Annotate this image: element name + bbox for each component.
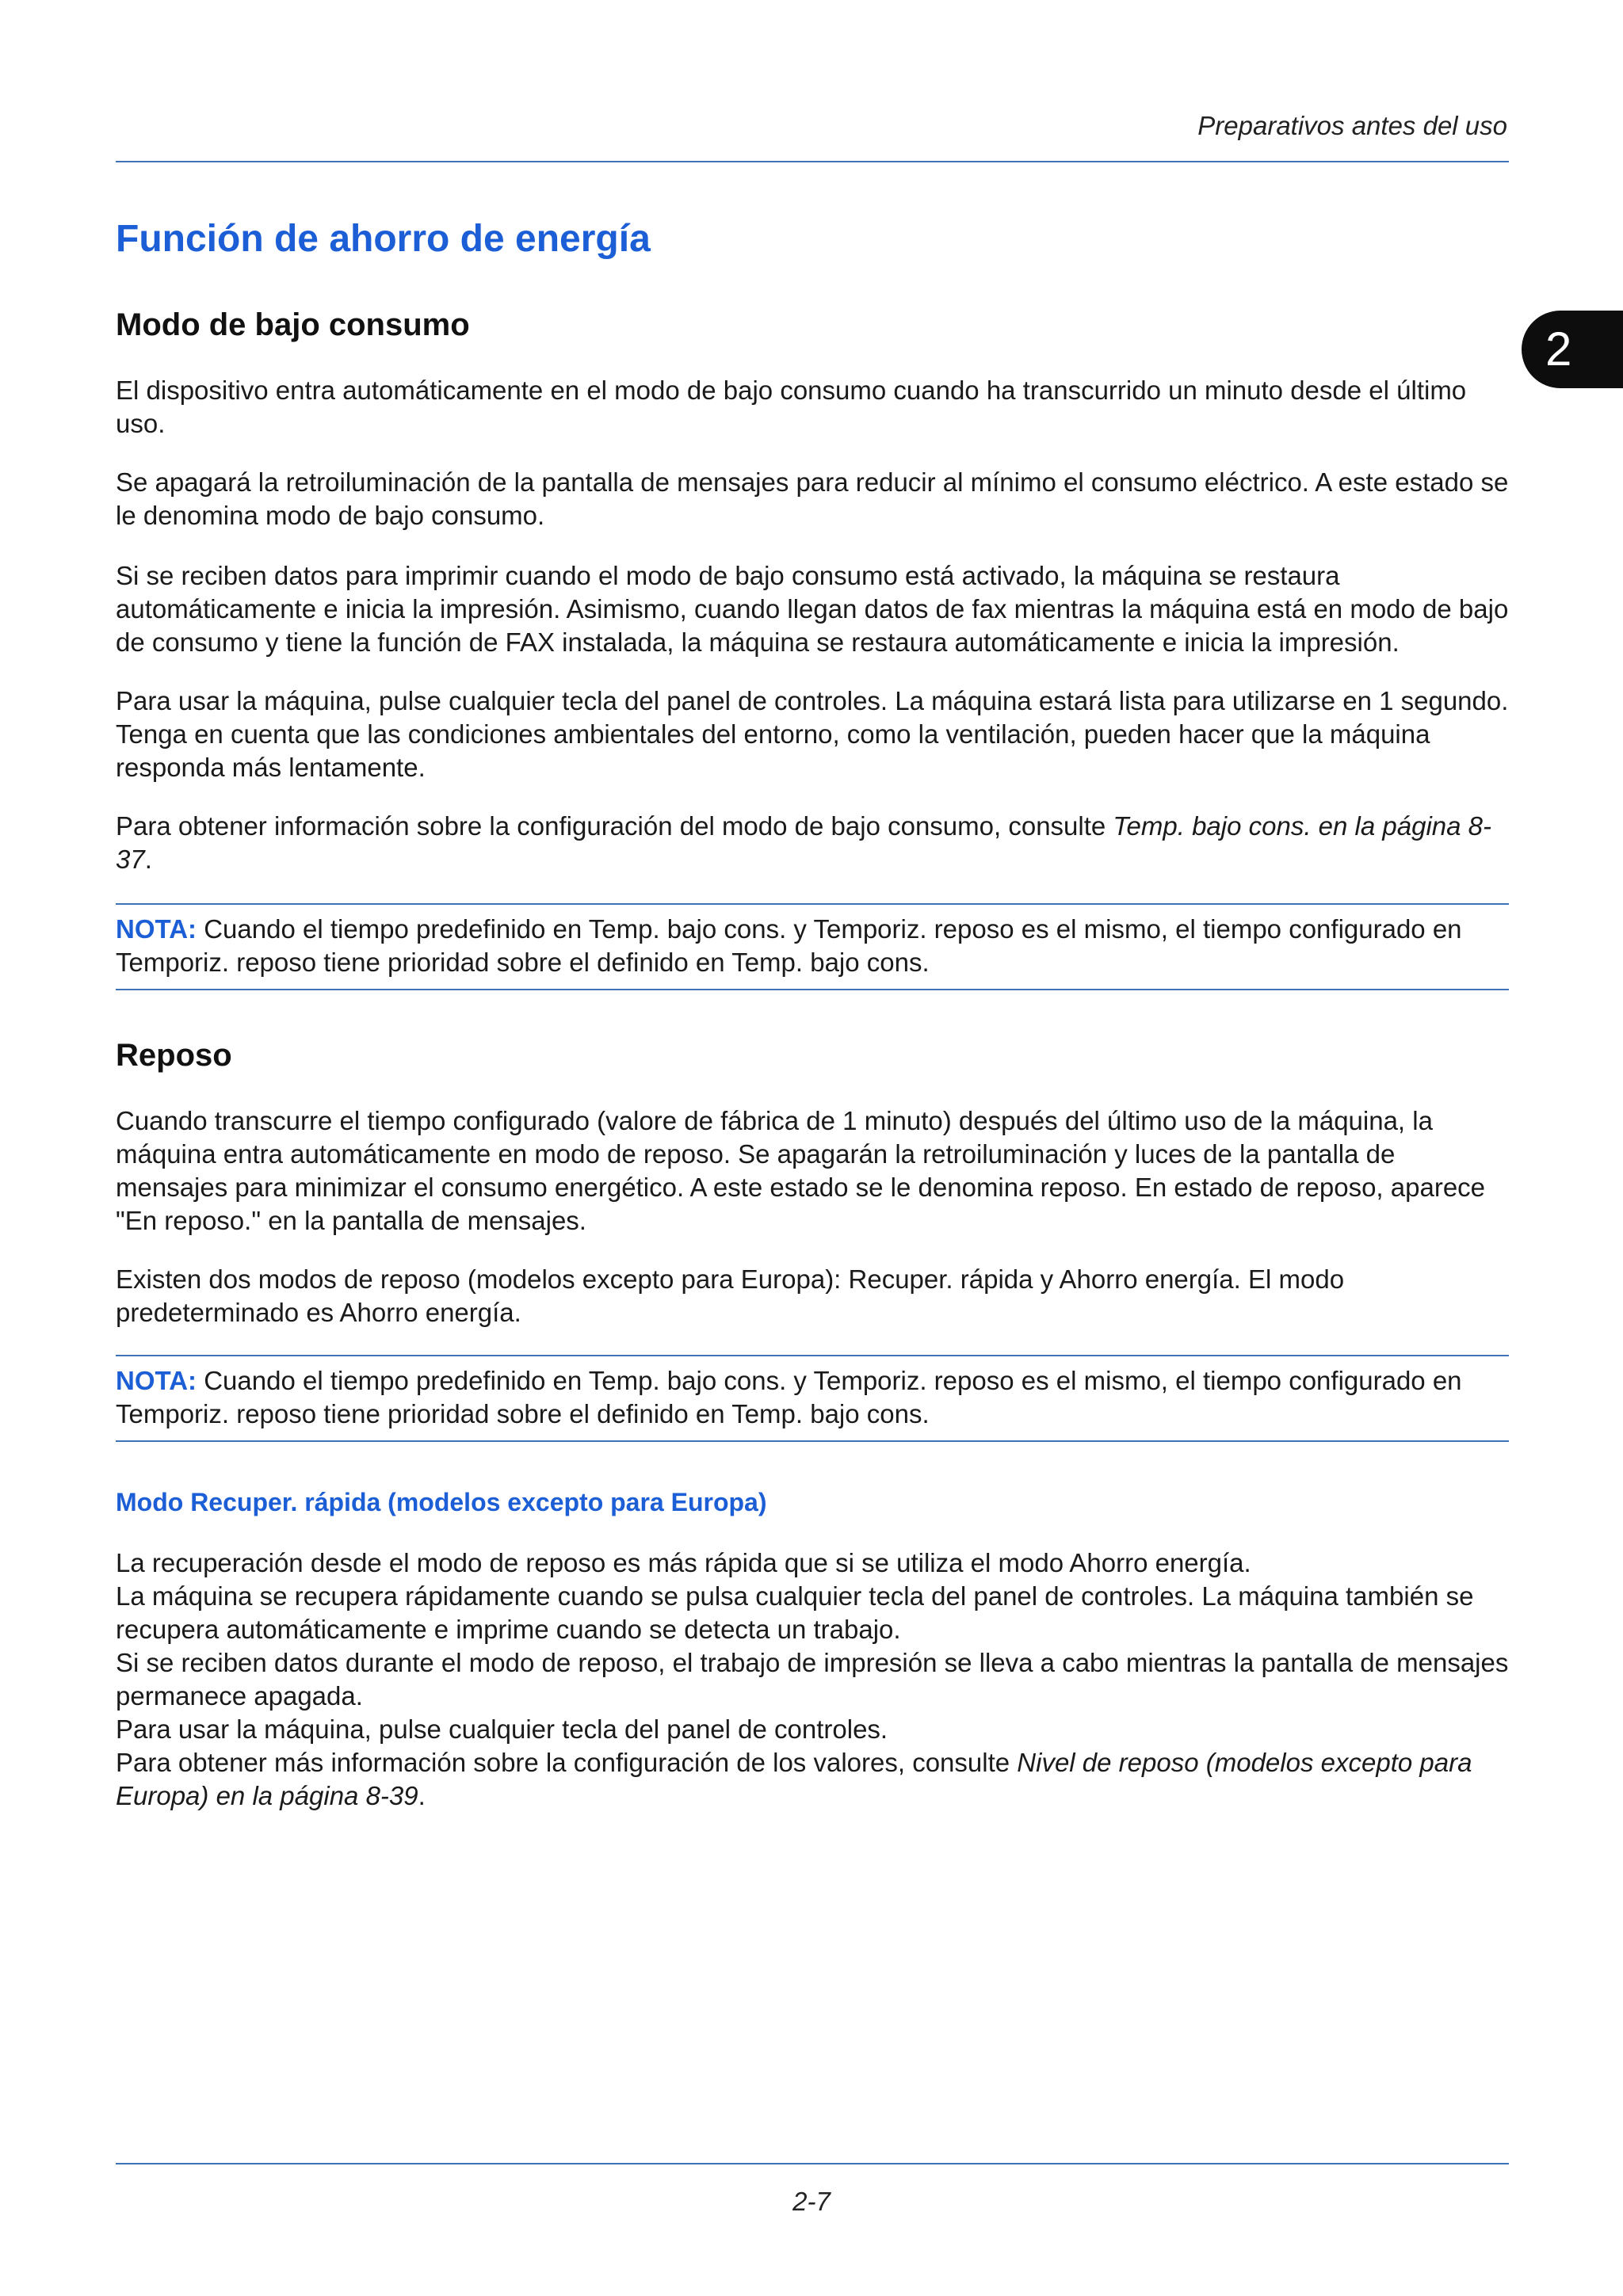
note-text: Cuando el tiempo predefinido en Temp. bajo cons. y Temporiz. reposo es el mismo, el tiempo configurado en Temporiz. reposo tiene prioridad sobre el definido en Temp. bajo cons. [116, 1366, 1462, 1428]
footer-rule [116, 2163, 1509, 2164]
quick-line-1: La recuperación desde el modo de reposo es más rápida que si se utiliza el modo Ahorro energía. [116, 1548, 1251, 1577]
cross-reference-link[interactable]: Temp. bajo cons. en la página 8-37 [116, 811, 1492, 874]
heading-sleep: Reposo [116, 1038, 232, 1073]
paragraph-low-power-1: El dispositivo entra automáticamente en el modo de bajo consumo cuando ha transcurrido un minuto desde el último uso. [116, 376, 1467, 438]
quick-line-4: Para usar la máquina, pulse cualquier tecla del panel de controles. [116, 1714, 888, 1744]
paragraph-low-power-4: Para usar la máquina, pulse cualquier tecla del panel de controles. La máquina estará lista para utilizarse en 1 segundo. Tenga en cuenta que las condiciones ambientales del entorno, como la ventilación, pueden hacer que la máquina responda más lentamente. [116, 686, 1509, 782]
header-rule [116, 161, 1509, 162]
chapter-tab: 2 [1522, 311, 1623, 388]
note-label: NOTA: [116, 914, 197, 944]
quick-line-2: La máquina se recupera rápidamente cuando se pulsa cualquier tecla del panel de controles. La máquina también se recupera automáticamente e imprime cuando se detecta un trabajo. [116, 1581, 1474, 1644]
paragraph-low-power-3: Si se reciben datos para imprimir cuando el modo de bajo consumo está activado, la máquina se restaura automáticamente e inicia la impresión. Asimismo, cuando llegan datos de fax mientras la máquina está en modo de bajo de consumo y tiene la función de FAX instalada, la máquina se restaura automáticamente e inicia la impresión. [116, 561, 1509, 657]
heading-low-power: Modo de bajo consumo [116, 307, 470, 342]
paragraph-text: Para obtener información sobre la configuración del modo de bajo consumo, consulte [116, 811, 1113, 841]
heading-quick-recovery: Modo Recuper. rápida (modelos excepto para Europa) [116, 1488, 767, 1516]
page-title: Función de ahorro de energía [116, 218, 651, 260]
quick-line-3: Si se reciben datos durante el modo de reposo, el trabajo de impresión se lleva a cabo mientras la pantalla de mensajes permanece apagada. [116, 1648, 1509, 1711]
paragraph-sleep-1: Cuando transcurre el tiempo configurado (valore de fábrica de 1 minuto) después del último uso de la máquina, la máquina entra automáticamente en modo de reposo. Se apagarán la retroiluminación y luces de la pantalla de mensajes para minimizar el consumo energético. A este estado se le denomina reposo. En estado de reposo, aparece "En reposo." en la pantalla de mensajes. [116, 1106, 1486, 1235]
paragraph-text: . [418, 1781, 426, 1810]
paragraph-low-power-2: Se apagará la retroiluminación de la pantalla de mensajes para reducir al mínimo el consumo eléctrico. A este estado se le denomina modo de bajo consumo. [116, 467, 1509, 530]
paragraph-low-power-5 [116, 810, 1510, 876]
note-box-sleep [116, 1355, 1509, 1442]
note-label: NOTA: [116, 1366, 197, 1395]
page-number: 2-7 [792, 2187, 831, 2216]
running-header: Preparativos antes del uso [1197, 111, 1507, 140]
cross-reference-link[interactable]: Nivel de reposo (modelos excepto para Europa) en la página 8-39 [116, 1748, 1472, 1810]
paragraph-text: Para obtener más información sobre la configuración de los valores, consulte [116, 1748, 1018, 1777]
note-text: Cuando el tiempo predefinido en Temp. bajo cons. y Temporiz. reposo es el mismo, el tiempo configurado en Temporiz. reposo tiene prioridad sobre el definido en Temp. bajo cons. [116, 914, 1462, 977]
paragraph-text: . [144, 845, 152, 874]
quick-line-5 [116, 1746, 1510, 1813]
paragraph-sleep-2: Existen dos modos de reposo (modelos excepto para Europa): Recuper. rápida y Ahorro energía. El modo predeterminado es Ahorro energía. [116, 1264, 1345, 1327]
note-box-low-power [116, 903, 1509, 990]
